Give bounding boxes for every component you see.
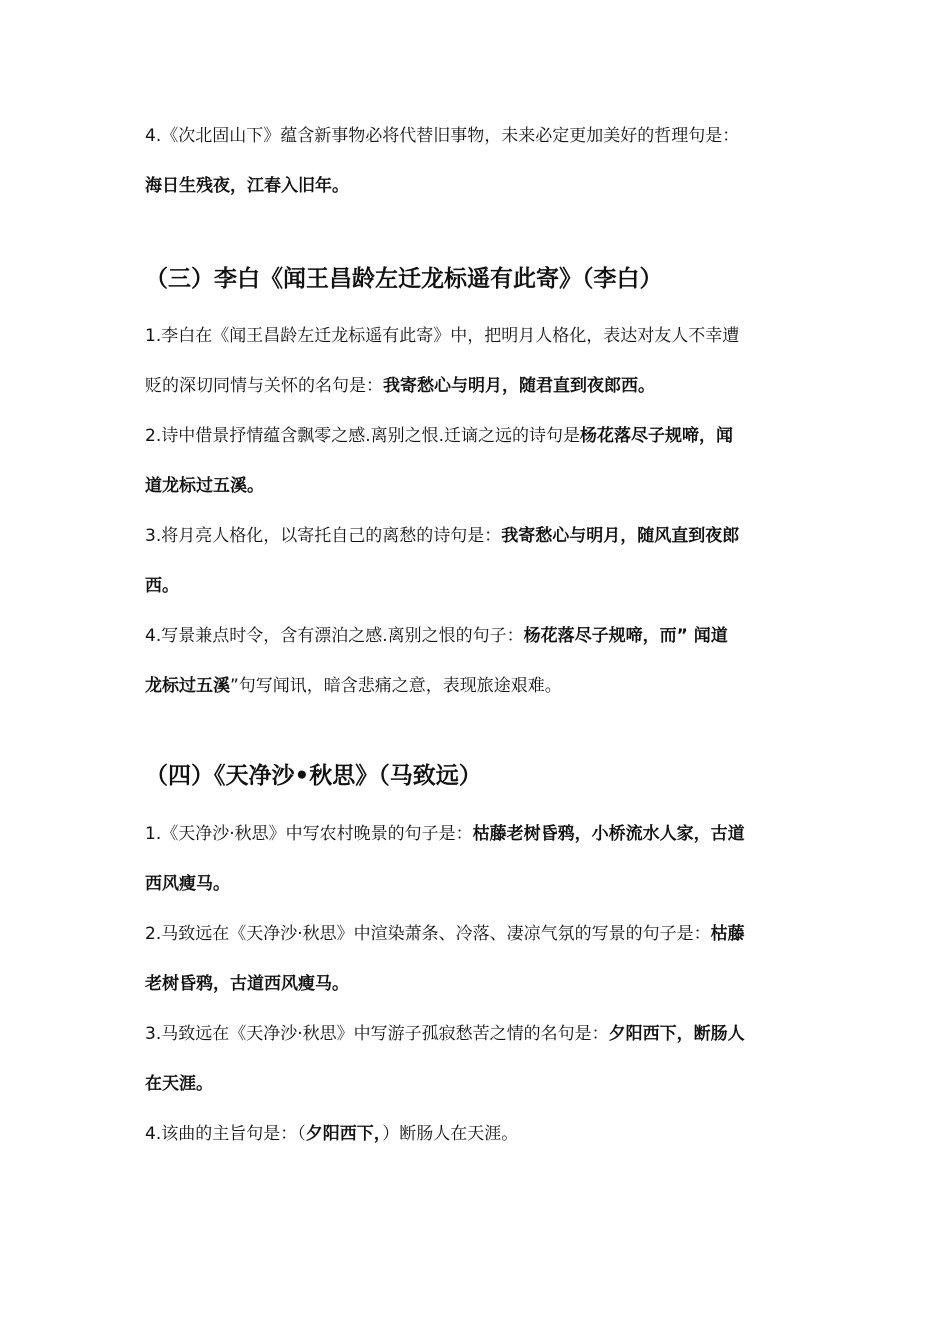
section-four-title: （四）《天净沙•秋思》（马致远） bbox=[145, 763, 482, 789]
s3-item2-answer-line1: 杨花落尽子规啼，闻 bbox=[580, 426, 734, 446]
s2-item4-line1 bbox=[145, 124, 810, 148]
s4-item2-line1 bbox=[145, 922, 810, 946]
s4-item3-answer-line1: 夕阳西下，断肠人 bbox=[608, 1024, 745, 1044]
s3-item3-text: 将月亮人格化，以寄托自己的离愁的诗句是： bbox=[161, 526, 502, 546]
s3-item4-tail: ”句写闻讯，暗含悲痛之意，表现旅途艰难。 bbox=[230, 676, 562, 696]
s4-item4-number: 4. bbox=[145, 1124, 162, 1144]
s3-item2-line2 bbox=[145, 474, 810, 498]
s2-item4-text: 《次北固山下》蕴含新事物必将代替旧事物，未来必定更加美好的哲理句是： bbox=[161, 126, 740, 146]
s3-item3-answer-line1: 我寄愁心与明月，随风直到夜郎 bbox=[501, 526, 740, 546]
s4-item4-text-after: ）断肠人在天涯。 bbox=[382, 1124, 519, 1144]
s3-item4-text: 写景兼点时令，含有漂泊之感.离别之恨的句子： bbox=[161, 626, 524, 646]
s4-item3-answer-line2: 在天涯。 bbox=[145, 1074, 213, 1094]
s3-item4-number: 4. bbox=[145, 626, 162, 646]
s3-item3-answer-line2: 西。 bbox=[145, 576, 179, 596]
s3-item2-text: 诗中借景抒情蕴含飘零之感.离别之恨.迁谪之远的诗句是 bbox=[161, 426, 581, 446]
s4-item1-answer-line2: 西风瘦马。 bbox=[145, 874, 230, 894]
s4-item1-line1 bbox=[145, 822, 810, 846]
s3-item3-line1 bbox=[145, 524, 810, 548]
section-three-title: （三）李白《闻王昌龄左迁龙标遥有此寄》（李白） bbox=[145, 266, 663, 292]
s4-item2-number: 2. bbox=[145, 924, 162, 944]
s2-item4-answer: 海日生残夜，江春入旧年。 bbox=[145, 176, 349, 196]
s4-item2-text: 马致远在《天净沙·秋思》中渲染萧条、冷落、凄凉气氛的写景的句子是： bbox=[161, 924, 711, 944]
s4-item2-line2 bbox=[145, 972, 810, 996]
s3-item1-answer: 我寄愁心与明月，随君直到夜郎西。 bbox=[383, 376, 655, 396]
s4-item4-text-before: 该曲的主旨句是：（ bbox=[161, 1124, 306, 1144]
s3-item1-text-line1: 李白在《闻王昌龄左迁龙标遥有此寄》中，把明月人格化，表达对友人不幸遭 bbox=[161, 326, 740, 346]
s4-item2-answer-line1: 枯藤 bbox=[710, 924, 745, 944]
s3-item1-line2 bbox=[145, 374, 810, 398]
s4-item4-line1 bbox=[145, 1122, 810, 1146]
s3-item2-line1 bbox=[145, 424, 810, 448]
s3-item1-line1 bbox=[145, 324, 810, 348]
s3-item2-number: 2. bbox=[145, 426, 162, 446]
s3-item3-number: 3. bbox=[145, 526, 162, 546]
s2-item4-line2 bbox=[145, 174, 810, 198]
s4-item1-number: 1. bbox=[145, 824, 162, 844]
s4-item2-answer-line2: 老树昏鸦，古道西风瘦马。 bbox=[145, 974, 349, 994]
s3-item2-answer-line2: 道龙标过五溪。 bbox=[145, 476, 264, 496]
s4-item1-answer-line1: 枯藤老树昏鸦，小桥流水人家，古道 bbox=[472, 824, 745, 844]
s3-item3-line2 bbox=[145, 574, 810, 598]
s4-item4-answer: 夕阳西下， bbox=[305, 1124, 383, 1144]
s4-item3-line1 bbox=[145, 1022, 810, 1046]
s4-item3-number: 3. bbox=[145, 1024, 162, 1044]
s4-item3-line2 bbox=[145, 1072, 810, 1096]
s3-item1-text-line2: 贬的深切同情与关怀的名句是： bbox=[145, 376, 383, 396]
s3-item4-line1 bbox=[145, 624, 810, 648]
s4-item1-text: 《天净沙·秋思》中写农村晚景的句子是： bbox=[161, 824, 473, 844]
s3-item4-answer-line1: 杨花落尽子规啼，而” 闻道 bbox=[523, 626, 728, 646]
s3-item4-answer-line2: 龙标过五溪 bbox=[145, 676, 230, 696]
s4-item1-line2 bbox=[145, 872, 810, 896]
s3-item4-line2 bbox=[145, 674, 810, 698]
s3-item1-number: 1. bbox=[145, 326, 162, 346]
s4-item3-text: 马致远在《天净沙·秋思》中写游子孤寂愁苦之情的名句是： bbox=[161, 1024, 609, 1044]
s2-item4-number: 4. bbox=[145, 126, 162, 146]
